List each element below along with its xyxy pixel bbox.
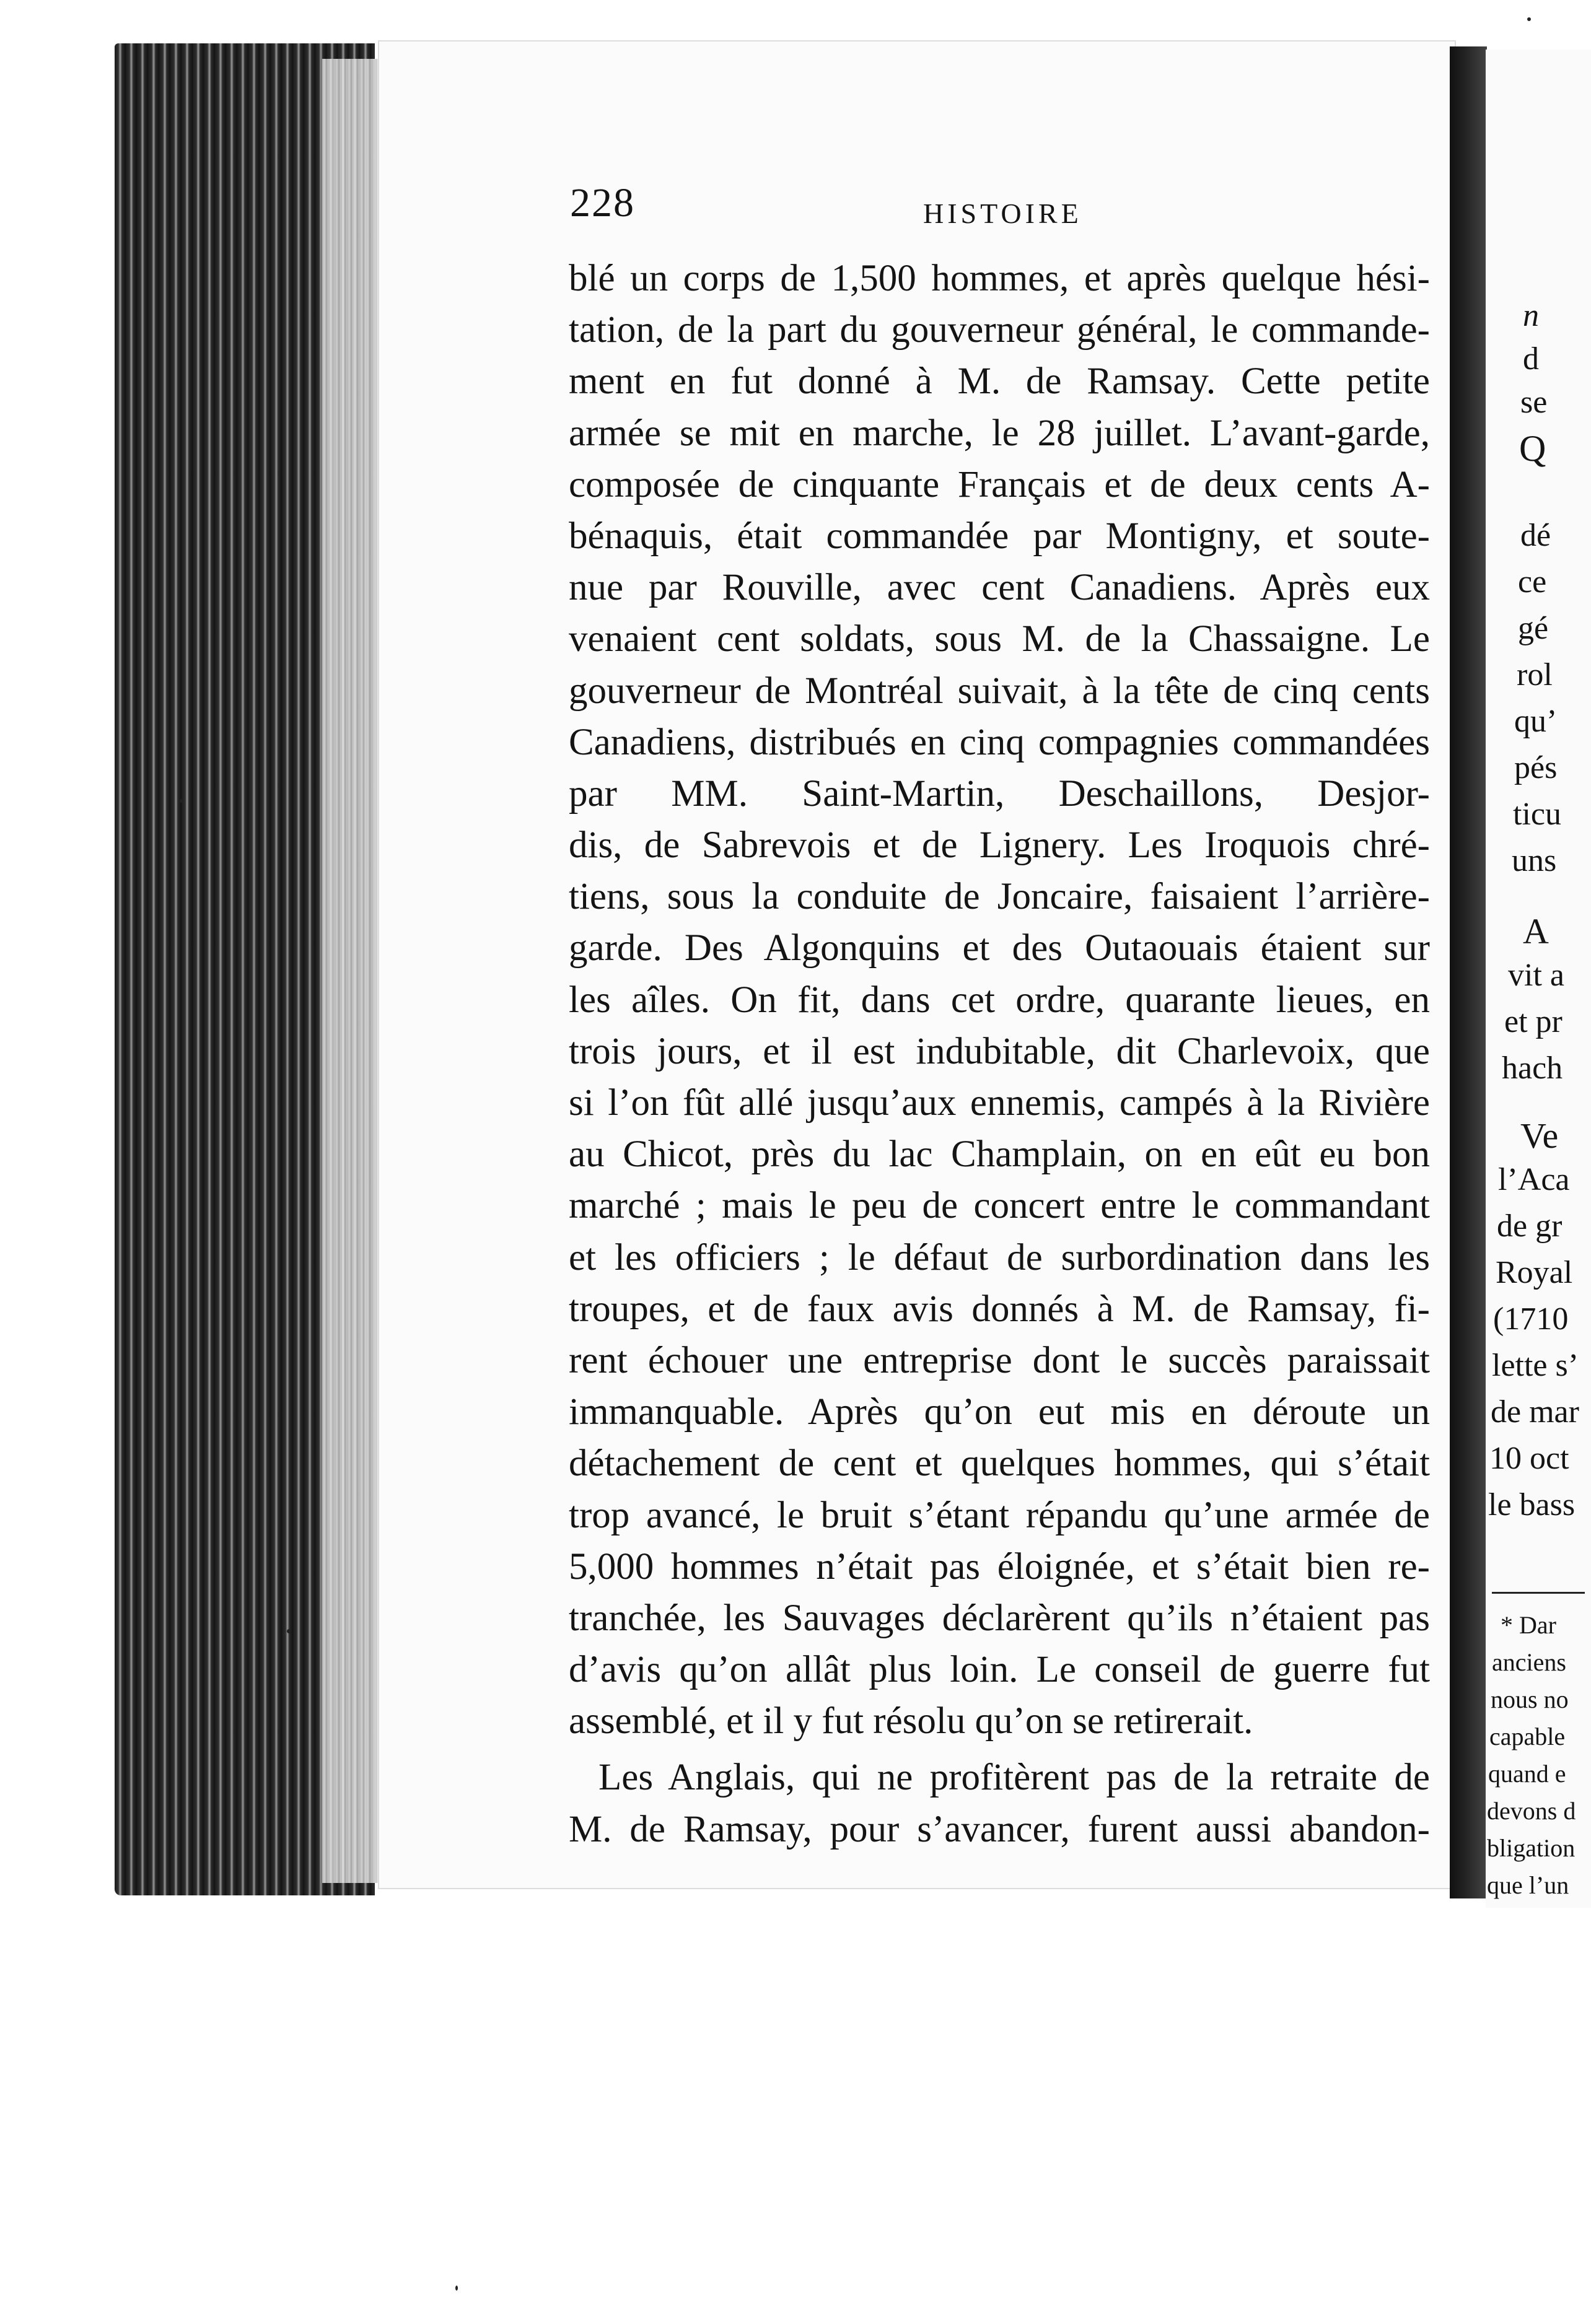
footnote-fragment: anciens xyxy=(1492,1648,1566,1676)
fragment-line: de mar xyxy=(1491,1394,1579,1430)
footnote-rule xyxy=(1492,1592,1585,1594)
fragment-line: hach xyxy=(1502,1051,1563,1086)
text-line: rent échouer une entreprise dont le succès paraissait xyxy=(569,1339,1430,1381)
text-line: marché ; mais le peu de concert entre le commandant xyxy=(569,1185,1430,1227)
text-line: au Chicot, près du lac Champlain, on en eût eu bon xyxy=(569,1134,1430,1176)
text-line: ment en fut donné à M. de Ramsay. Cette petite xyxy=(569,360,1430,403)
fragment-line: lette s’ xyxy=(1492,1348,1579,1383)
text-line: Canadiens, distribués en cinq compagnies commandées xyxy=(569,721,1430,763)
text-line: blé un corps de 1,500 hommes, et après quelque hési- xyxy=(569,258,1430,299)
fragment-line: le bass xyxy=(1488,1487,1576,1522)
fragment-line: n xyxy=(1523,298,1539,333)
text-line: tiens, sous la conduite de Joncaire, faisaient l’arrière- xyxy=(569,876,1430,918)
fragment-line: pés xyxy=(1514,750,1558,785)
fragment-line: se xyxy=(1520,385,1548,420)
text-line: immanquable. Après qu’on eut mis en déroute un xyxy=(569,1391,1430,1433)
fragment-line: Royal xyxy=(1496,1255,1573,1290)
page-number: 228 xyxy=(570,180,635,225)
text-line: Les Anglais, qui ne profitèrent pas de la retraite de xyxy=(598,1757,1430,1799)
scan-speck xyxy=(1527,17,1531,21)
text-line: par MM. Saint-Martin, Deschaillons, Desjor- xyxy=(569,772,1430,815)
text-line: trois jours, et il est indubitable, dit Charlevoix, que xyxy=(569,1030,1430,1072)
text-line: M. de Ramsay, pour s’avancer, furent aussi abandon- xyxy=(569,1808,1430,1850)
fragment-line: uns xyxy=(1512,843,1557,878)
scan-speck xyxy=(455,2286,458,2291)
book-gutter xyxy=(1450,46,1487,1898)
text-line: et les officiers ; le défaut de surbordination dans les xyxy=(569,1236,1430,1278)
footnote-fragment: quand e xyxy=(1488,1760,1566,1788)
text-line: d’avis qu’on allât plus loin. Le conseil de guerre fut xyxy=(569,1649,1430,1691)
text-line: garde. Des Algonquins et des Outaouais étaient sur xyxy=(569,927,1430,969)
running-head: HISTOIRE xyxy=(923,198,1082,229)
fragment-line: et pr xyxy=(1504,1004,1563,1039)
fragment-line: de gr xyxy=(1497,1208,1563,1244)
fragment-line: vit a xyxy=(1508,958,1564,993)
fragment-line: gé xyxy=(1518,611,1549,646)
text-line: venaient cent soldats, sous M. de la Chassaigne. Le xyxy=(569,618,1430,660)
footnote-fragment: bligation xyxy=(1487,1834,1576,1862)
fragment-line: A xyxy=(1523,911,1549,951)
fragment-line: 10 oct xyxy=(1489,1441,1569,1476)
scan-speck xyxy=(180,799,183,803)
footnote-fragment: * Dar xyxy=(1501,1611,1556,1639)
footnote-fragment: que l’un xyxy=(1487,1871,1569,1899)
fragment-line: ce xyxy=(1518,564,1547,600)
text-line: détachement de cent et quelques hommes, qui s’était xyxy=(569,1443,1430,1485)
fragment-line: l’Aca xyxy=(1498,1162,1570,1197)
text-line: dis, de Sabrevois et de Lignery. Les Iroquois chré- xyxy=(569,824,1430,867)
fragment-line: dé xyxy=(1520,518,1551,553)
text-line: assemblé, et il y fut résolu qu’on se retirerait. xyxy=(569,1700,1253,1742)
footnote-fragment: capable xyxy=(1489,1723,1566,1750)
text-line: 5,000 hommes n’était pas éloignée, et s’était bien re- xyxy=(569,1545,1430,1588)
fragment-line: qu’ xyxy=(1514,704,1558,739)
footnote-fragment: nous no xyxy=(1491,1685,1569,1713)
text-line: troupes, et de faux avis donnés à M. de Ramsay, fi- xyxy=(569,1288,1430,1330)
text-line: si l’on fût allé jusqu’aux ennemis, campés à la Rivière xyxy=(569,1082,1430,1124)
text-line: armée se mit en marche, le 28 juillet. L’avant-garde, xyxy=(569,412,1430,454)
footnote-fragment: devons d xyxy=(1487,1797,1576,1825)
fragment-line: Ve xyxy=(1520,1116,1559,1156)
fragment-line: (1710 xyxy=(1493,1301,1569,1337)
fragment-line: d xyxy=(1523,341,1539,377)
text-line: gouverneur de Montréal suivait, à la tête de cinq cents xyxy=(569,670,1430,712)
scan-speck xyxy=(287,1629,291,1633)
text-line: bénaquis, était commandée par Montigny, et soute- xyxy=(569,515,1430,557)
text-line: nue par Rouville, avec cent Canadiens. Après eux xyxy=(569,567,1430,609)
text-line: composée de cinquante Français et de deux cents A- xyxy=(569,463,1430,505)
text-line: tranchée, les Sauvages déclarèrent qu’ils n’étaient pas xyxy=(569,1597,1430,1639)
fragment-line: rol xyxy=(1517,657,1553,692)
text-line: trop avancé, le bruit s’étant répandu qu’une armée de xyxy=(569,1494,1430,1536)
text-line: tation, de la part du gouverneur général, le commande- xyxy=(569,309,1430,351)
fragment-line: Q xyxy=(1519,428,1546,469)
text-line: les aîles. On fit, dans cet ordre, quarante lieues, en xyxy=(569,979,1430,1021)
body-text xyxy=(569,253,1430,1855)
facing-page-fragment xyxy=(1486,50,1591,1908)
fragment-line: ticu xyxy=(1513,797,1561,832)
